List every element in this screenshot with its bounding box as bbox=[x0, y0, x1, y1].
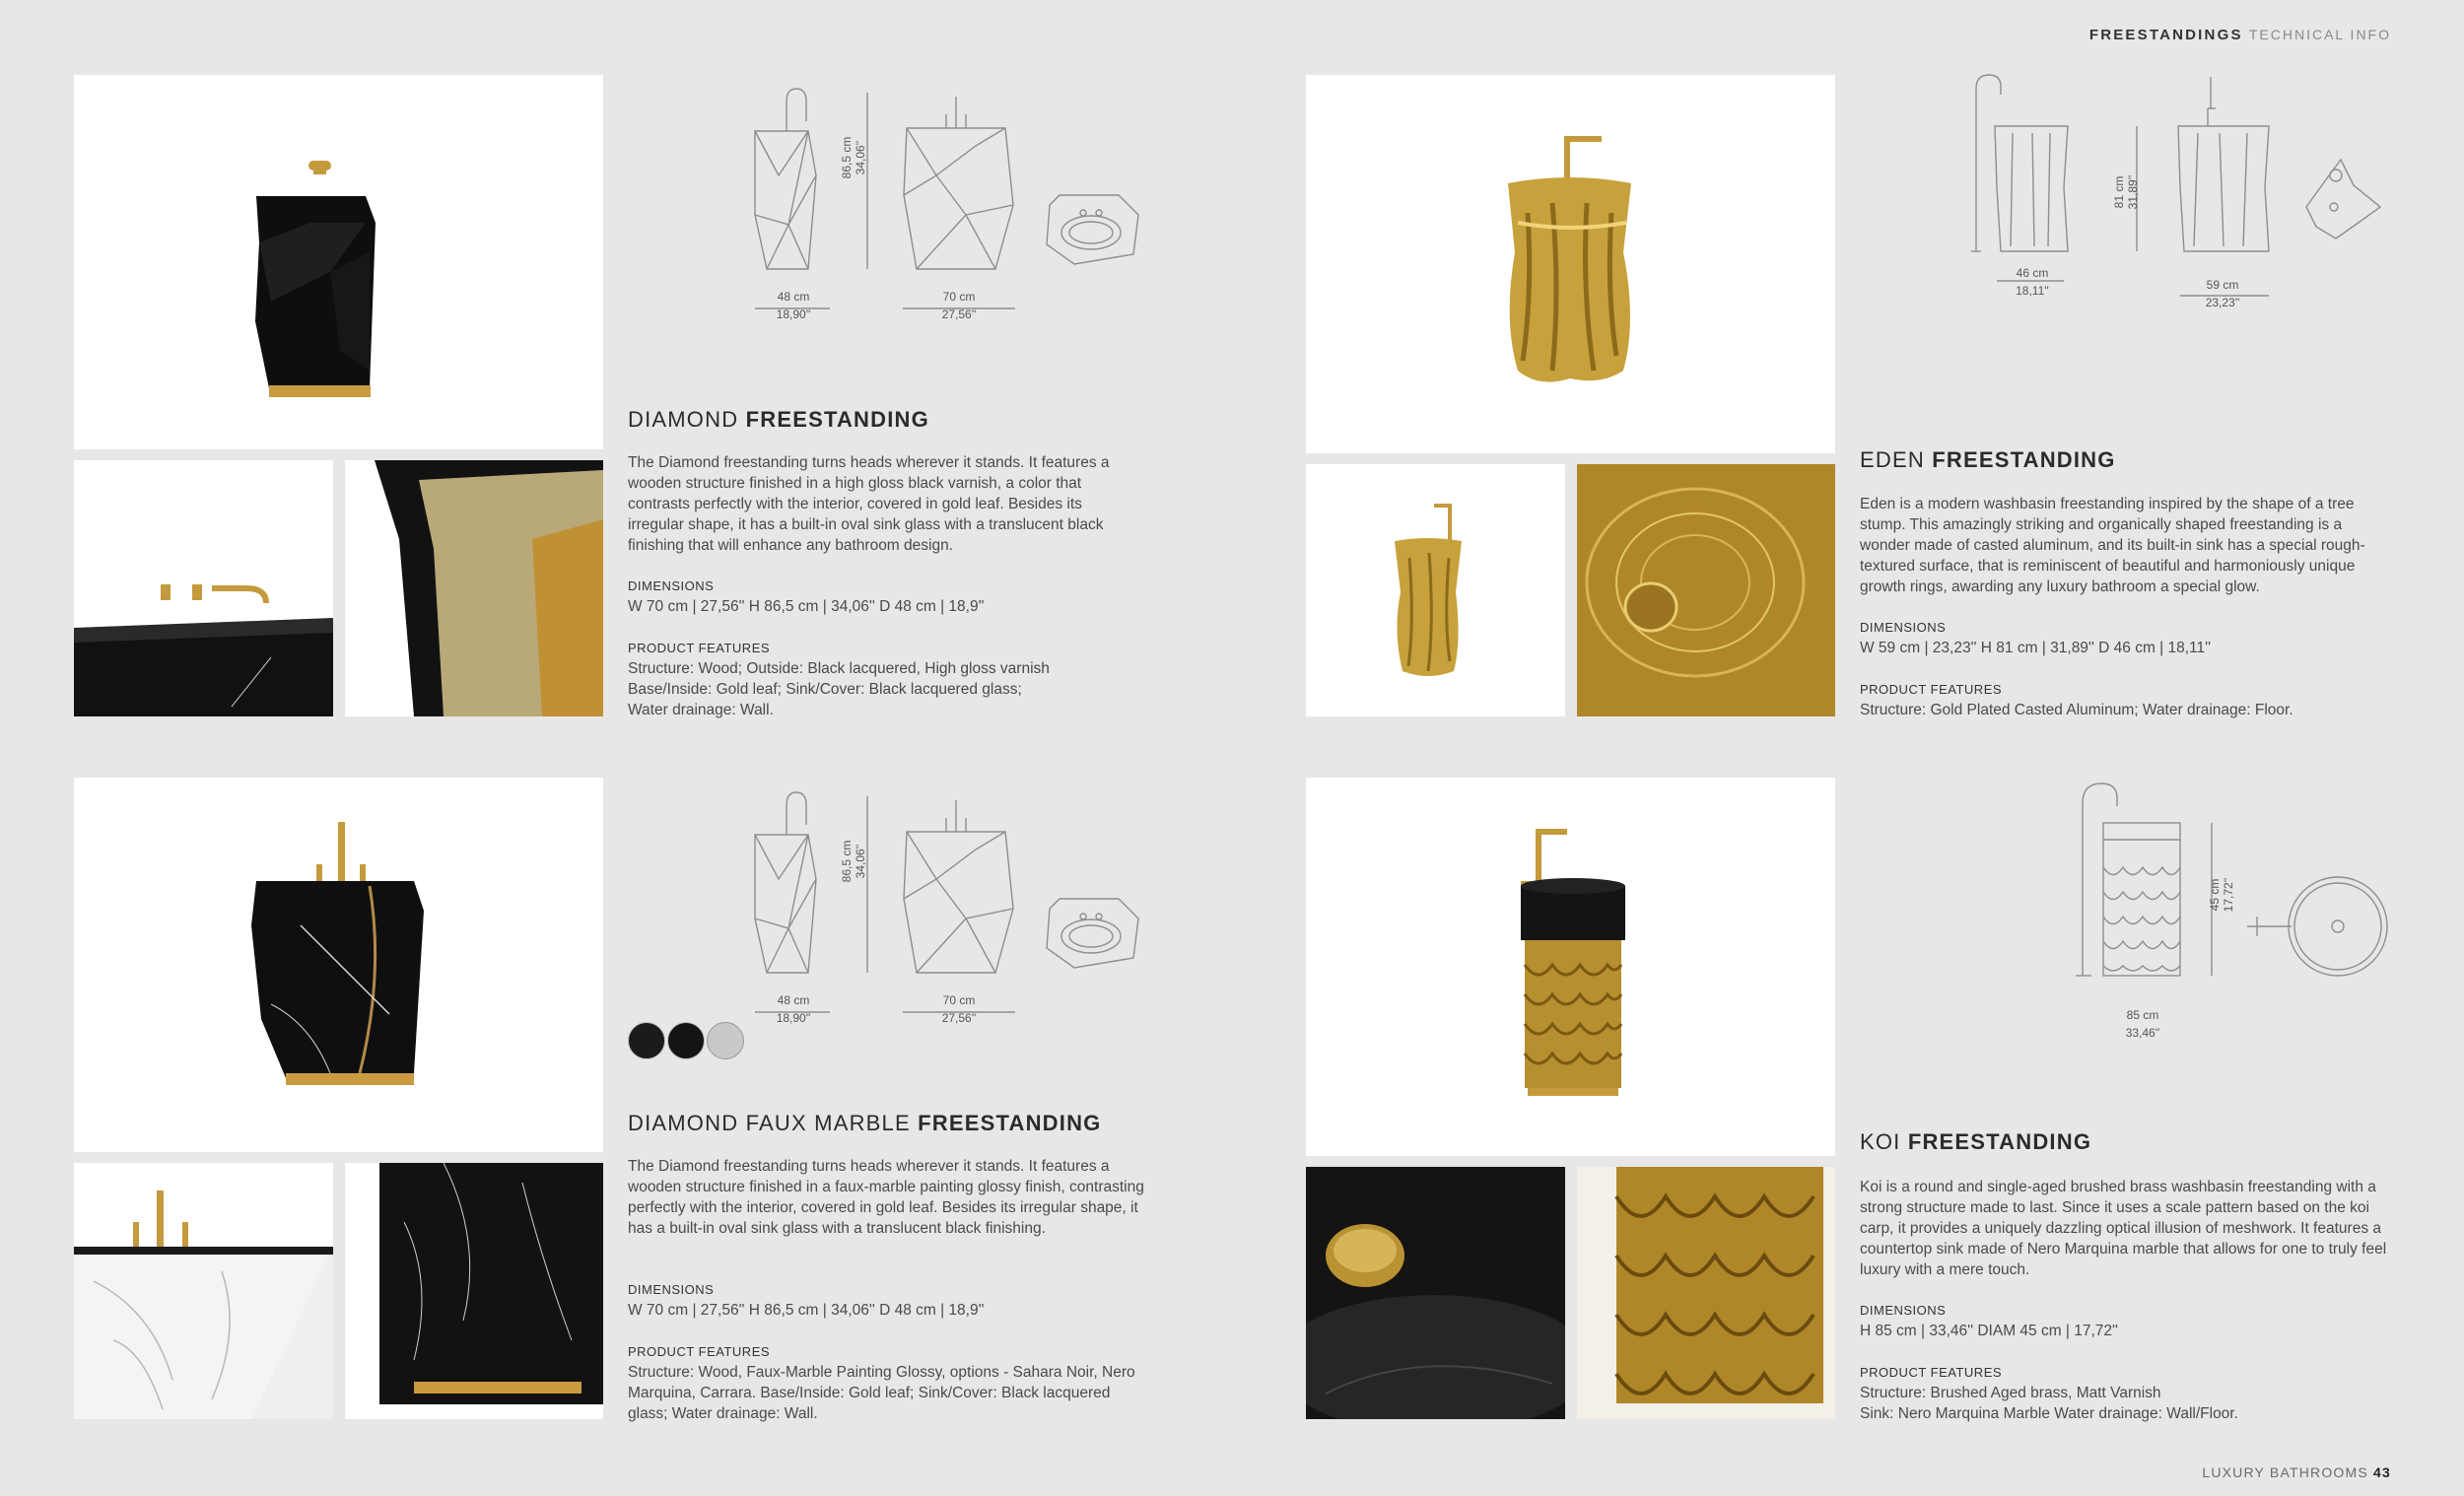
koi-marble-sink-photo bbox=[1306, 1167, 1565, 1419]
koi-brass-freestanding-image bbox=[1306, 778, 1835, 1156]
koi-title: KOI FREESTANDING bbox=[1860, 1129, 2092, 1154]
eden-main-photo bbox=[1306, 75, 1835, 453]
faux-marble-nero-detail-photo bbox=[345, 1163, 603, 1419]
koi-features-label: PRODUCT FEATURES bbox=[1860, 1365, 2003, 1380]
diamond-dimensions-label: DIMENSIONS bbox=[628, 578, 715, 593]
eden-description: Eden is a modern washbasin freestanding inspired by the shape of a tree stump. This amazingly striking and organically shaped freestanding is a wonder made of casted aluminum, and its built-in sink has a special rough-textured surface, that is reminiscent of beautiful and harmoniously unique growth rings, awarding any luxury bathroom a special glow. bbox=[1860, 496, 2365, 595]
header-section: FREESTANDINGS bbox=[2088, 27, 2243, 43]
page-number: 43 bbox=[2373, 1464, 2391, 1480]
faux-marble-depth-label: 48 cm 18,90'' bbox=[776, 993, 811, 1025]
faux-marble-main-photo bbox=[74, 778, 603, 1152]
swatch-carrara[interactable] bbox=[707, 1022, 744, 1059]
diamond-dimensions-value: W 70 cm | 27,56'' H 86,5 cm | 34,06'' D 48 cm | 18,9'' bbox=[628, 598, 985, 615]
eden-height-label: 81 cm 31,89'' bbox=[2112, 174, 2140, 210]
diamond-gold-interior-photo bbox=[345, 460, 603, 716]
koi-main-photo bbox=[1306, 778, 1835, 1156]
swatch-nero-marquina[interactable] bbox=[667, 1022, 705, 1059]
diamond-title: DIAMOND FREESTANDING bbox=[628, 407, 929, 432]
eden-dimensions-label: DIMENSIONS bbox=[1860, 620, 1947, 635]
diamond-width-label: 70 cm 27,56'' bbox=[941, 290, 977, 321]
header-subtitle: TECHNICAL INFO bbox=[2248, 27, 2391, 42]
faux-marble-dimensions-label: DIMENSIONS bbox=[628, 1282, 715, 1297]
swatch-sahara-noir[interactable] bbox=[628, 1022, 665, 1059]
diamond-faux-marble-freestanding-image bbox=[74, 778, 603, 1152]
eden-gold-freestanding-image bbox=[1306, 75, 1835, 453]
koi-width-label: 85 cm 33,46'' bbox=[2125, 1008, 2160, 1040]
koi-scale-detail-photo bbox=[1577, 1167, 1835, 1419]
faux-marble-height-label: 86,5 cm 34,06'' bbox=[840, 840, 867, 883]
eden-features-value: Structure: Gold Plated Casted Aluminum; Water drainage: Floor. bbox=[1860, 702, 2293, 718]
diamond-height-label: 86,5 cm 34,06'' bbox=[840, 136, 867, 179]
eden-title: EDEN FREESTANDING bbox=[1860, 447, 2116, 472]
faux-marble-features-label: PRODUCT FEATURES bbox=[628, 1344, 771, 1359]
eden-dimensions-value: W 59 cm | 23,23'' H 81 cm | 31,89'' D 46 cm | 18,11'' bbox=[1860, 640, 2212, 656]
eden-features-label: PRODUCT FEATURES bbox=[1860, 682, 2003, 697]
koi-height-label: 45 cm 17,72'' bbox=[2208, 877, 2235, 913]
diamond-black-freestanding-image bbox=[74, 75, 603, 449]
faux-marble-description: The Diamond freestanding turns heads wherever it stands. It features a wooden structure finished in a faux-marble painting glossy finish, contrasting perfectly with the interior, covered in gold leaf. Besides its irregular shape, it has a built-in oval sink glass with a translucent black finishing. bbox=[628, 1158, 1144, 1237]
eden-side-photo bbox=[1306, 464, 1565, 716]
eden-sink-texture-photo bbox=[1577, 464, 1835, 716]
koi-description: Koi is a round and single-aged brushed brass washbasin freestanding with a strong structure made to last. Since it uses a scale pattern based on the koi carp, it provides a uniquely dazzling optical illusion of meshwork. It features a countertop sink made of Nero Marquina marble that allows for one to truly feel luxury with a mere touch. bbox=[1860, 1179, 2387, 1278]
diamond-tap-detail-photo bbox=[74, 460, 333, 716]
diamond-features-value: Structure: Wood; Outside: Black lacquered, High gloss varnish Base/Inside: Gold leaf; Sink/Cover: Black lacquered glass; Water drainage: Wall. bbox=[628, 660, 1050, 718]
eden-width-label: 59 cm 23,23'' bbox=[2205, 278, 2240, 309]
page-header bbox=[2089, 27, 2391, 43]
faux-marble-title: DIAMOND FAUX MARBLE FREESTANDING bbox=[628, 1111, 1102, 1135]
koi-dimensions-label: DIMENSIONS bbox=[1860, 1303, 1947, 1318]
eden-depth-label: 46 cm 18,11'' bbox=[2016, 266, 2049, 298]
diamond-depth-label: 48 cm 18,90'' bbox=[776, 290, 811, 321]
koi-dimensions-value: H 85 cm | 33,46'' DIAM 45 cm | 17,72'' bbox=[1860, 1323, 2118, 1339]
page-footer bbox=[2202, 1464, 2391, 1480]
koi-features-value: Structure: Brushed Aged brass, Matt Varnish Sink: Nero Marquina Marble Water drainage: Wall/Floor. bbox=[1860, 1385, 2238, 1422]
faux-marble-carrara-photo bbox=[74, 1163, 333, 1419]
diamond-description: The Diamond freestanding turns heads wherever it stands. It features a wooden structure finished in a high gloss black varnish, a color that contrasts perfectly with the interior, covered in gold leaf. Besides its irregular shape, it has a built-in oval sink glass with a translucent black finishing that will enhance any bathroom design. bbox=[628, 454, 1110, 554]
faux-marble-width-label: 70 cm 27,56'' bbox=[941, 993, 977, 1025]
diamond-main-photo bbox=[74, 75, 603, 449]
faux-marble-dimensions-value: W 70 cm | 27,56'' H 86,5 cm | 34,06'' D 48 cm | 18,9'' bbox=[628, 1302, 985, 1319]
faux-marble-features-value: Structure: Wood, Faux-Marble Painting Glossy, options - Sahara Noir, Nero Marquina, Carrara. Base/Inside: Gold leaf; Sink/Cover: Black lacquered glass; Water drainage: Wall. bbox=[628, 1364, 1135, 1422]
footer-label: LUXURY BATHROOMS bbox=[2202, 1464, 2368, 1480]
diamond-features-label: PRODUCT FEATURES bbox=[628, 641, 771, 655]
